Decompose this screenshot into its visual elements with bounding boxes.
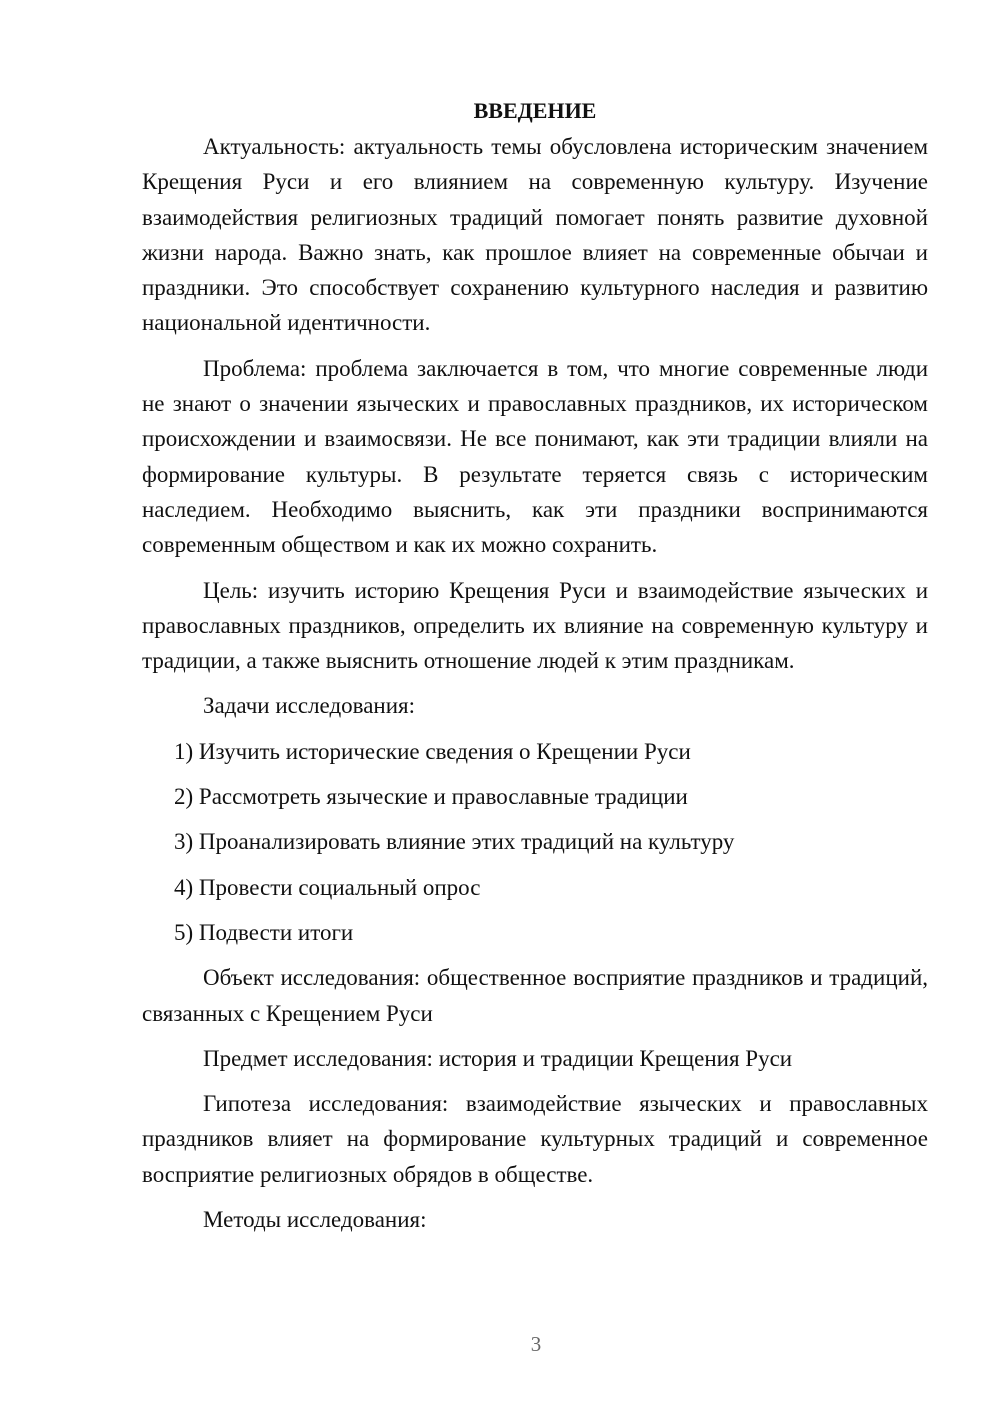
- problem-paragraph: Проблема: проблема заключается в том, что многие современные люди не знают о значении языческих и православных праздников, их историческом происхождении и взаимосвязи. Не все понимают, как эти традиции влияли на формирование культуры. В результате теряется связь с историческим наследием. Необходимо выяснить, как эти праздники воспринимаются современным обществом и как их можно сохранить.: [142, 355, 928, 558]
- page-title: ВВЕДЕНИЕ: [473, 98, 597, 123]
- relevance-paragraph: Актуальность: актуальность темы обусловлена историческим значением Крещения Руси и его влиянием на современную культуру. Изучение взаимодействия религиозных традиций помогает понять развитие духовной жизни народа. Важно знать, как прошлое влияет на современные обычаи и праздники. Это способствует сохранению культурного наследия и развитию национальной идентичности.: [142, 134, 928, 336]
- object-paragraph: Объект исследования: общественное восприятие праздников и традиций, связанных с Крещением Руси: [142, 965, 928, 1026]
- list-item: 4) Провести социальный опрос: [174, 874, 481, 900]
- methods-heading: Методы исследования:: [203, 1207, 427, 1233]
- list-item: 3) Проанализировать влияние этих традиций на культуру: [174, 829, 735, 855]
- goal-paragraph: Цель: изучить историю Крещения Руси и взаимодействие языческих и православных праздников, определить их влияние на современную культуру и традиции, а также выяснить отношение людей к этим праздникам.: [142, 577, 928, 674]
- subject-paragraph: Предмет исследования: история и традиции Крещения Руси: [203, 1045, 793, 1071]
- list-item: 1) Изучить исторические сведения о Крещении Руси: [174, 738, 691, 764]
- document-page: [142, 92, 928, 1247]
- tasks-heading: Задачи исследования:: [203, 693, 416, 719]
- page-number: 3: [530, 1332, 542, 1356]
- list-item: 2) Рассмотреть языческие и православные традиции: [174, 784, 688, 810]
- tasks-list: [142, 734, 928, 950]
- hypothesis-paragraph: Гипотеза исследования: взаимодействие языческих и православных праздников влияет на формирование культурных традиций и современное восприятие религиозных обрядов в обществе.: [142, 1091, 928, 1187]
- list-item: 5) Подвести итоги: [174, 919, 354, 945]
